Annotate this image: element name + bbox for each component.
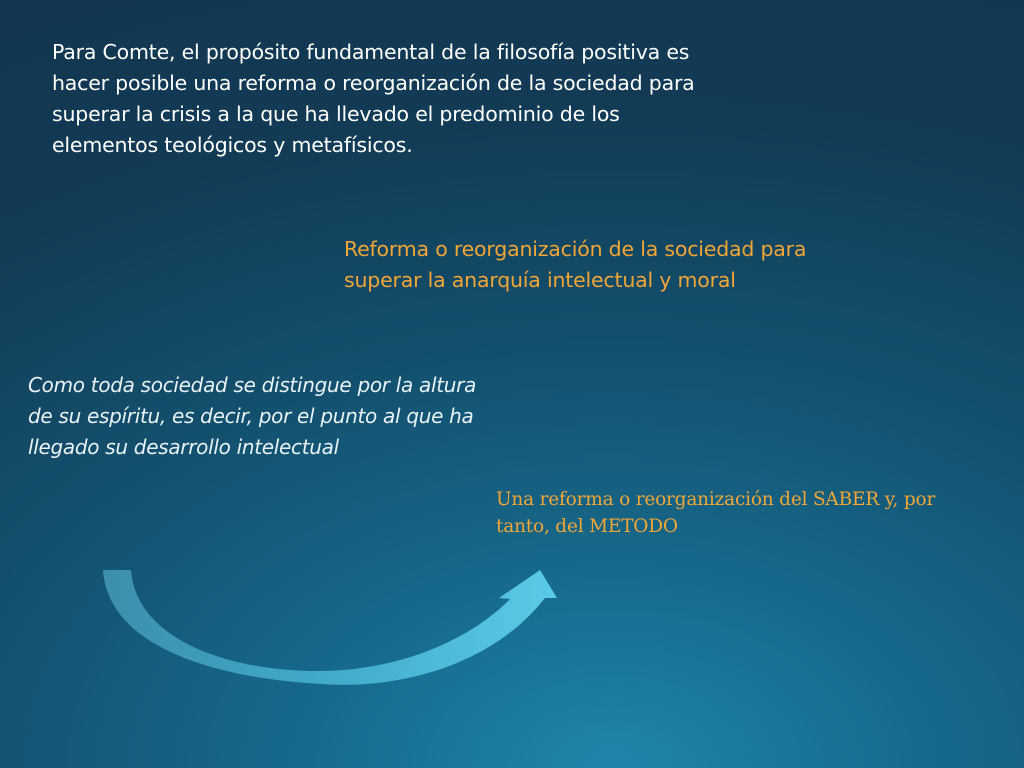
reform-heading: Reforma o reorganización de la sociedad para superar la anarquía intelectual y moral: [344, 237, 807, 292]
arrow-body: [103, 570, 557, 685]
society-premise: Como toda sociedad se distingue por la altura de su espíritu, es decir, por el punto al que ha llegado su desarrollo intelectual: [28, 373, 477, 459]
saber-conclusion: Una reforma o reorganización del SABER y, por tanto, del METODO: [496, 489, 936, 537]
intro-paragraph: Para Comte, el propósito fundamental de la filosofía positiva es hacer posible una reforma o reorganización de la sociedad para superar la crisis a la que ha llevado el predominio de los elementos teológicos y metafísicos.: [52, 40, 695, 157]
